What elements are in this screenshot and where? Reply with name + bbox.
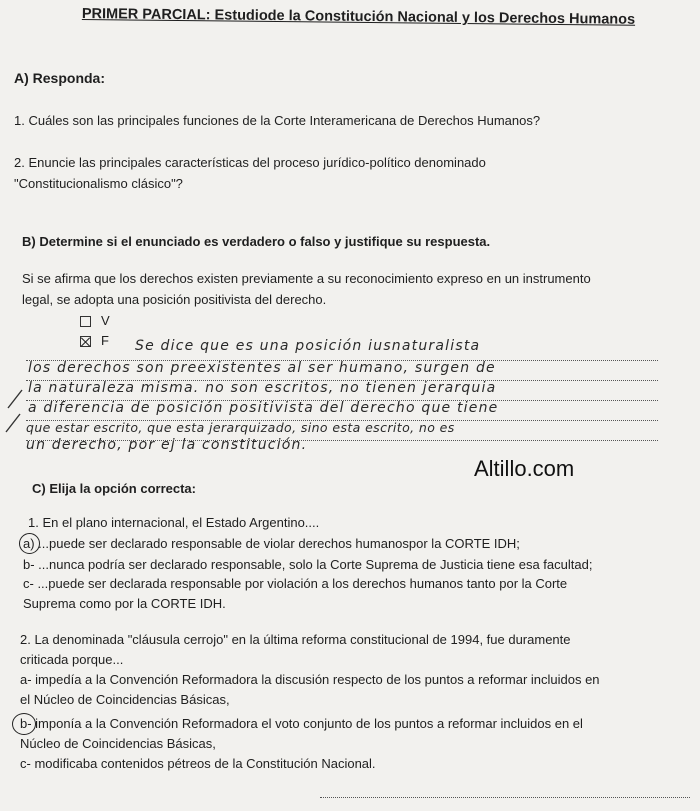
option-2a-line-1[interactable]: a- impedía a la Convención Reformadora la discusión respecto de los puntos a reformar incluidos en [20,672,600,687]
option-f[interactable] [80,333,109,348]
section-c-question-2-line-2: criticada porque... [20,652,124,667]
section-b-statement-line-2: legal, se adopta una posición positivista del derecho. [22,292,327,307]
section-c-heading: C) Elija la opción correcta: [32,481,196,496]
section-a-question-2-line-1: 2. Enuncie las principales características del proceso jurídico-político denominado [14,155,486,170]
bottom-dotted-line [320,797,690,798]
handwritten-line-2: los derechos son preexistentes al ser humano, surgen de [28,360,496,376]
option-1c-line-1[interactable]: c- ...puede ser declarada responsable por violación a los derechos humanos tanto por la Corte [23,576,568,591]
section-c-question-2-line-1: 2. La denominada "cláusula cerrojo" en la última reforma constitucional de 1994, fue duramente [20,632,571,647]
option-2c[interactable]: c- modificaba contenidos pétreos de la Constitución Nacional. [20,756,376,771]
handwritten-line-6: un derecho, por ej la constitución. [26,437,308,453]
handwritten-line-3: la naturaleza misma. no son escritos, no tienen jerarquia [28,380,497,396]
option-2b-line-2: Núcleo de Coincidencias Básicas, [20,736,216,751]
option-2b-line-1[interactable]: b- imponía a la Convención Reformadora el voto conjunto de los puntos a reformar incluidos en el [20,716,583,731]
handwritten-line-5: que estar escrito, que esta jerarquizado, sino esta escrito, no es [26,420,455,435]
option-2a-line-2: el Núcleo de Coincidencias Básicas, [20,692,230,707]
option-1a[interactable]: a) ...puede ser declarado responsable de violar derechos humanospor la CORTE IDH; [23,536,520,551]
watermark-text: Altillo.com [474,456,575,481]
option-v[interactable] [80,313,110,328]
exam-title: PRIMER PARCIAL: Estudiode la Constitución Nacional y los Derechos Humanos [81,6,636,28]
checkbox-v[interactable] [80,316,91,327]
section-b-statement-line-1: Si se afirma que los derechos existen previamente a su reconocimiento expreso en un instrumento [22,271,591,286]
section-a-question-1: 1. Cuáles son las principales funciones de la Corte Interamericana de Derechos Humanos? [14,113,541,128]
option-1c-line-2: Suprema como por la CORTE IDH. [23,596,226,611]
section-c-question-1: 1. En el plano internacional, el Estado Argentino.... [28,515,320,530]
section-a-question-2-line-2: "Constitucionalismo clásico"? [14,176,183,191]
option-1b[interactable]: b- ...nunca podría ser declarado responsable, solo la Corte Suprema de Justicia tiene esa facultad; [23,557,593,572]
handwritten-line-4: a diferencia de posición positivista del derecho que tiene [28,400,499,416]
margin-strokes [0,360,30,440]
handwritten-line-1: Se dice que es una posición iusnaturalista [135,338,481,354]
section-b-heading: B) Determine si el enunciado es verdadero o falso y justifique su respuesta. [22,234,491,249]
section-a-heading: A) Responda: [14,70,105,86]
checkbox-f-checked[interactable] [80,336,91,347]
option-v-label: V [101,313,110,328]
option-f-label: F [101,333,109,348]
